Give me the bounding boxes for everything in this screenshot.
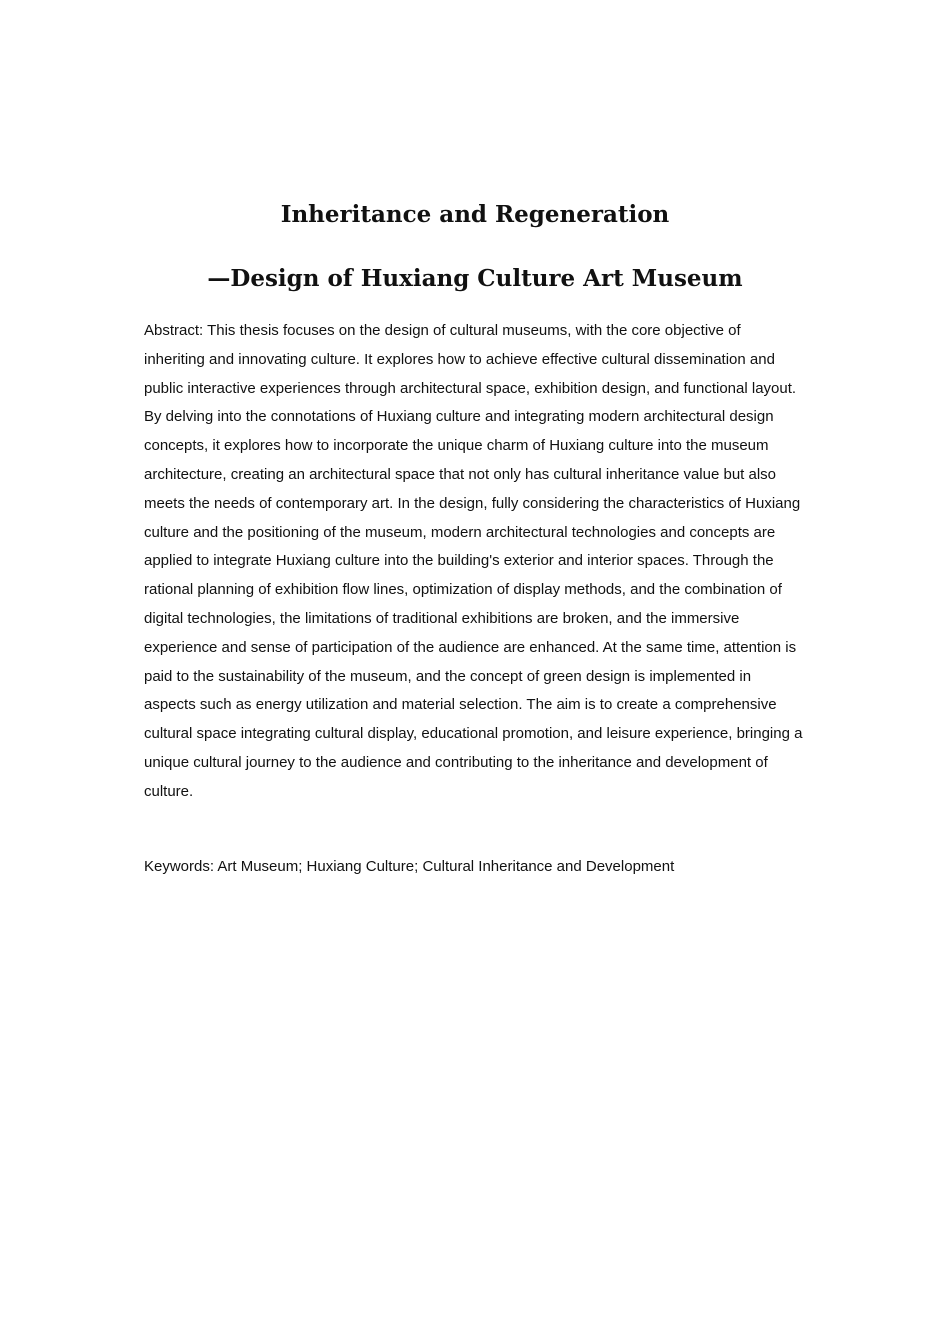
keywords-line: Keywords: Art Museum; Huxiang Culture; Cultural Inheritance and Development (144, 858, 675, 875)
document-subtitle: —Design of Huxiang Culture Art Museum (207, 265, 743, 292)
abstract-paragraph: Abstract: This thesis focuses on the design of cultural museums, with the core objective of inheriting and innovating culture. It explores how to achieve effective cultural dissemination and public interactive experiences through architectural space, exhibition design, and functional layout. By delving into the connotations of Huxiang culture and integrating modern architectural design concepts, it explores how to incorporate the unique charm of Huxiang culture into the museum architecture, creating an architectural space that not only has cultural inheritance value but also meets the needs of contemporary art. In the design, fully considering the characteristics of Huxiang culture and the positioning of the museum, modern architectural technologies and concepts are applied to integrate Huxiang culture into the building's exterior and interior spaces. Through the rational planning of exhibition flow lines, optimization of display methods, and the combination of digital technologies, the limitations of traditional exhibitions are broken, and the immersive experience and sense of participation of the audience are enhanced. At the same time, attention is paid to the sustainability of the museum, and the concept of green design is implemented in aspects such as energy utilization and material selection. The aim is to create a comprehensive cultural space integrating cultural display, educational promotion, and leisure experience, bringing a unique cultural journey to the audience and contributing to the inheritance and development of culture. (144, 322, 803, 800)
document-title: Inheritance and Regeneration (280, 201, 670, 228)
